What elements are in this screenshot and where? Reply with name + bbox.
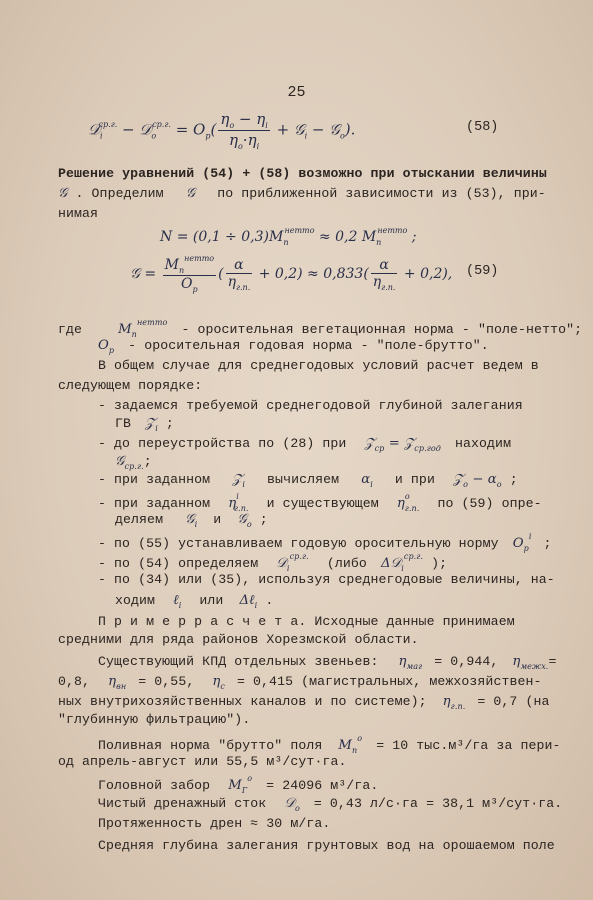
paragraph-line: В общем случае для среднегодовых условий расчет ведем в [98,358,539,373]
list-item: - задаемся требуемой среднегодовой глубиной залегания [98,398,523,413]
list-item: - до переустройства по (28) при 𝒵$_{ср}$ = 𝒵$_{ср.год}$ находим [98,436,512,453]
paragraph-line: Средняя глубина залегания грунтовых вод на орошаемом поле [98,838,555,853]
list-item: ходим ℓ$_i$ или Δℓ$_i$ . [115,593,274,610]
equation-58-number: (58) [466,120,499,135]
paragraph-line: Чистый дренажный сток 𝒟$_o$ = 0,43 л/с·га = 38,1 м³/сут·га. [98,796,563,813]
paragraph-line: 𝒢 . Определим 𝒢 по приближенной зависимости из (53), при- [58,186,546,201]
page-number: 25 [287,84,306,101]
paragraph-line: 0,8, $\eta_{вн} = 0,55$, $\eta_c = 0,415$ (магистральных, межхозяйствен- [58,674,542,691]
list-item: - по (54) определяем 𝒟$_i^{ср.г.}$ (либо Δ𝒟$_i^{ср.г.}$ ); [98,552,448,573]
equation-58: 𝒟$_i^{ср.г.}$ − 𝒟$_o^{ср.г.}$ = $O_p$( $\frac{\eta_o - \eta_i}{\eta_o\cdot\eta_i}$ + 𝒢$_i$ − 𝒢$_o$). [88,110,356,151]
list-item: - по (55) устанавливаем годовую оросительную норму $O_p^i$ ; [98,532,552,553]
paragraph-line: Решение уравнений (54) + (58) возможно при отыскании величины [58,166,547,181]
paragraph-line: нимая [58,206,99,221]
symbol-mn: $M_n^{нетто}$ [118,318,168,339]
paragraph-line: Протяженность дрен ≈ 30 м/га. [98,816,331,831]
list-item: - при заданном $\eta^i_{г.п.}$ и существующем $\eta^o_{г.п.}$ по (59) опре- [98,492,542,513]
list-item: 𝒢$_{ср.г.}$; [115,454,152,471]
paragraph-line: $O_p$ - оросительная годовая норма - "поле-брутто". [98,338,489,355]
list-item: ГВ 𝒵$_i$ ; [115,416,174,433]
list-item: деляем 𝒢$_i$ и 𝒢$_o$ ; [115,512,268,529]
list-item: - при заданном 𝒵$_i$ вычисляем $\alpha_i$ и при 𝒵$_o$ − $\alpha_o$ ; [98,472,518,489]
symbol-g: 𝒢 [58,186,68,201]
equation-59: 𝒢 = $\frac{M_n^{нетто}}{O_p}$ ( $\frac{\alpha}{\eta_{г.п.}}$ + 0,2) ≈ 0,833( $\frac{\alpha}{\eta_{г.п.}}$ + 0,2), [130,254,453,294]
paragraph-line: "глубинную фильтрацию"). [58,712,251,727]
paragraph-line: ных внутрихозяйственных каналов и по системе); $\eta_{г.п.} = 0,7$ (на [58,694,550,711]
symbol-op: $O_p$ [98,338,115,355]
paragraph-line: средними для ряда районов Хорезмской области. [58,632,419,647]
paragraph-line: Существующий КПД отдельных звеньев: $\eta_{маг} = 0,944$, $\eta_{межх.}=$ [98,654,557,671]
symbol-g: 𝒢 [185,186,196,201]
paragraph-line: П р и м е р р а с ч е т а. Исходные данные принимаем [98,614,515,629]
equation-n: $N = (0,1 \div 0,3)M_n^{нетто} \approx 0,2$ $M_n^{нетто}$ ; [160,226,417,247]
paragraph-line: од апрель-август или 55,5 м³/сут·га. [58,754,347,769]
list-item: - по (34) или (35), используя среднегодовые величины, на- [98,572,555,587]
paragraph-line: Поливная норма "брутто" поля $M_n^o = 10$ тыс.м³/га за пери- [98,734,561,755]
equation-59-number: (59) [466,264,499,279]
paragraph-line: следующем порядке: [58,378,203,393]
paragraph-line: где $M_n^{нетто}$ - оросительная вегетационная норма - "поле-нетто"; [58,318,583,339]
paragraph-line: Головной забор $M_Г^o = 24096$ м³/га. [98,774,379,795]
